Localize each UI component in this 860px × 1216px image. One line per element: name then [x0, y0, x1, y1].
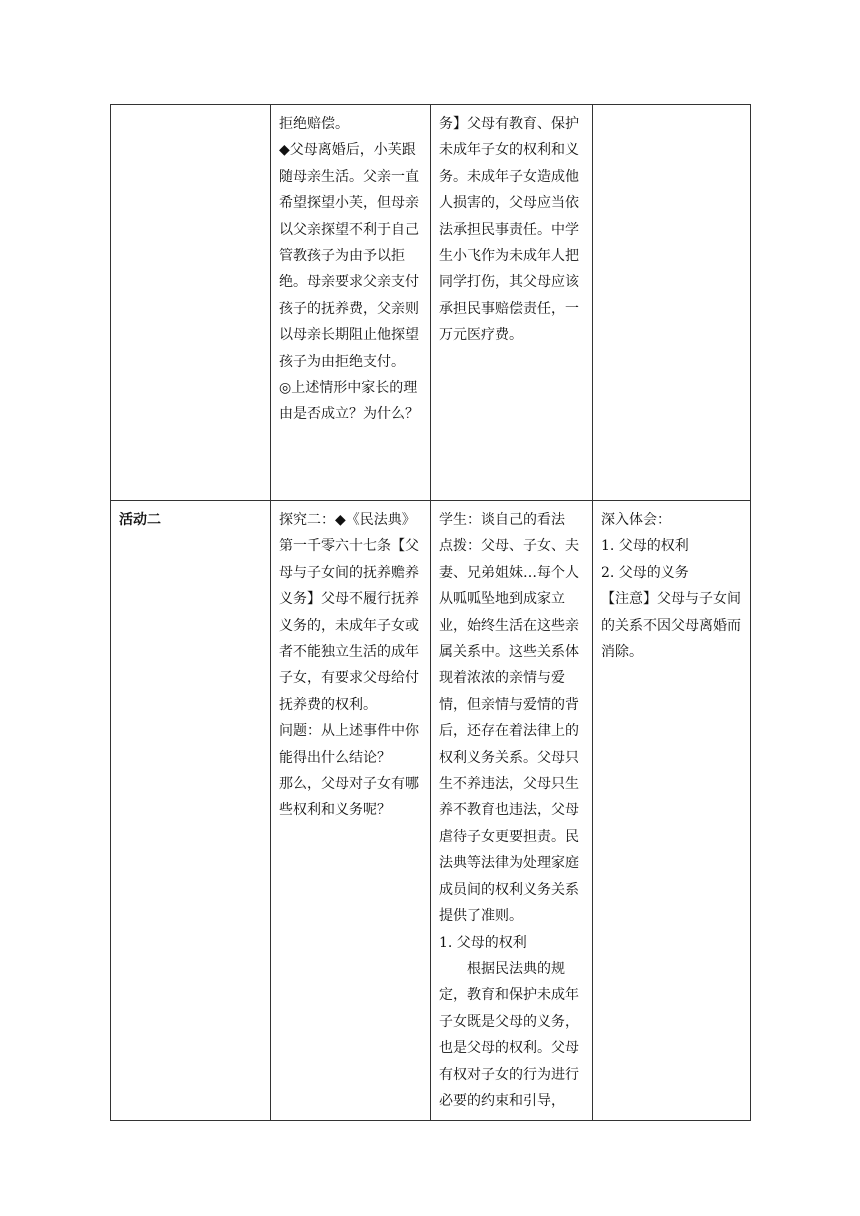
question-text: 问题：从上述事件中你能得出什么结论？	[279, 723, 419, 766]
content-cell	[271, 105, 431, 501]
activity-cell	[111, 105, 271, 501]
table-row	[111, 105, 751, 501]
activity-title: 活动二	[119, 512, 161, 528]
table-row	[111, 501, 751, 1121]
student-activity-cell	[431, 105, 593, 501]
text-paragraph: 探究二：◆《民法典》第一千零六十七条【父母与子女间的抚养赡养义务】父母不履行抚养义务的，未成年子女或者不能独立生活的成年子女，有要求父母给付抚养费的权利。	[279, 512, 419, 713]
student-activity-cell	[431, 501, 593, 1121]
note-text: 【注意】父母与子女间的关系不因父母离婚而消除。	[601, 591, 741, 661]
content-cell	[271, 501, 431, 1121]
text-paragraph: 务】父母有教育、保护未成年子女的权利和义务。未成年子女造成他人损害的，父母应当依法承担民事责任。中学生小飞作为未成年人把同学打伤，其父母应该承担民事赔偿责任，一万元医疗费。	[439, 116, 579, 344]
design-intent-cell	[593, 501, 751, 1121]
text-paragraph: 根据民法典的规定，教育和保护未成年子女既是父母的义务，也是父母的权利。父母有权对子女的行为进行必要的约束和引导，	[439, 960, 579, 1109]
question-text: 那么，父母对子女有哪些权利和义务呢？	[279, 776, 419, 819]
section-heading: 1. 父母的权利	[439, 934, 527, 951]
text-paragraph: 点拨：父母、子女、夫妻、兄弟姐妹…每个人从呱呱坠地到成家立业，始终生活在这些亲属关系中。这些关系体现着浓浓的亲情与爱情，但亲情与爱情的背后，还存在着法律上的权利义务关系。父母只生不养违法，父母只生养不教育也违法，父母虐待子女更要担责。民法典等法律为处理家庭成员间的权利义务关系提供了准则。	[439, 538, 579, 925]
question-text: ◎上述情形中家长的理由是否成立？为什么？	[279, 380, 419, 423]
text-line: 学生：谈自己的看法	[439, 512, 565, 528]
text-paragraph: ◆父母离婚后，小芙跟随母亲生活。父亲一直希望探望小芙，但母亲以父亲探望不利于自己管教孩子为由予以拒绝。母亲要求父亲支付孩子的抚养费，父亲则以母亲长期阻止他探望孩子为由拒绝支付。	[279, 142, 419, 370]
lesson-plan-table	[110, 104, 751, 1121]
design-intent-cell	[593, 105, 751, 501]
list-item: 1. 父母的权利	[601, 538, 689, 555]
activity-cell	[111, 501, 271, 1121]
text-line: 拒绝赔偿。	[279, 116, 349, 132]
list-item: 2. 父母的义务	[601, 564, 689, 581]
text-line: 深入体会：	[601, 512, 671, 528]
